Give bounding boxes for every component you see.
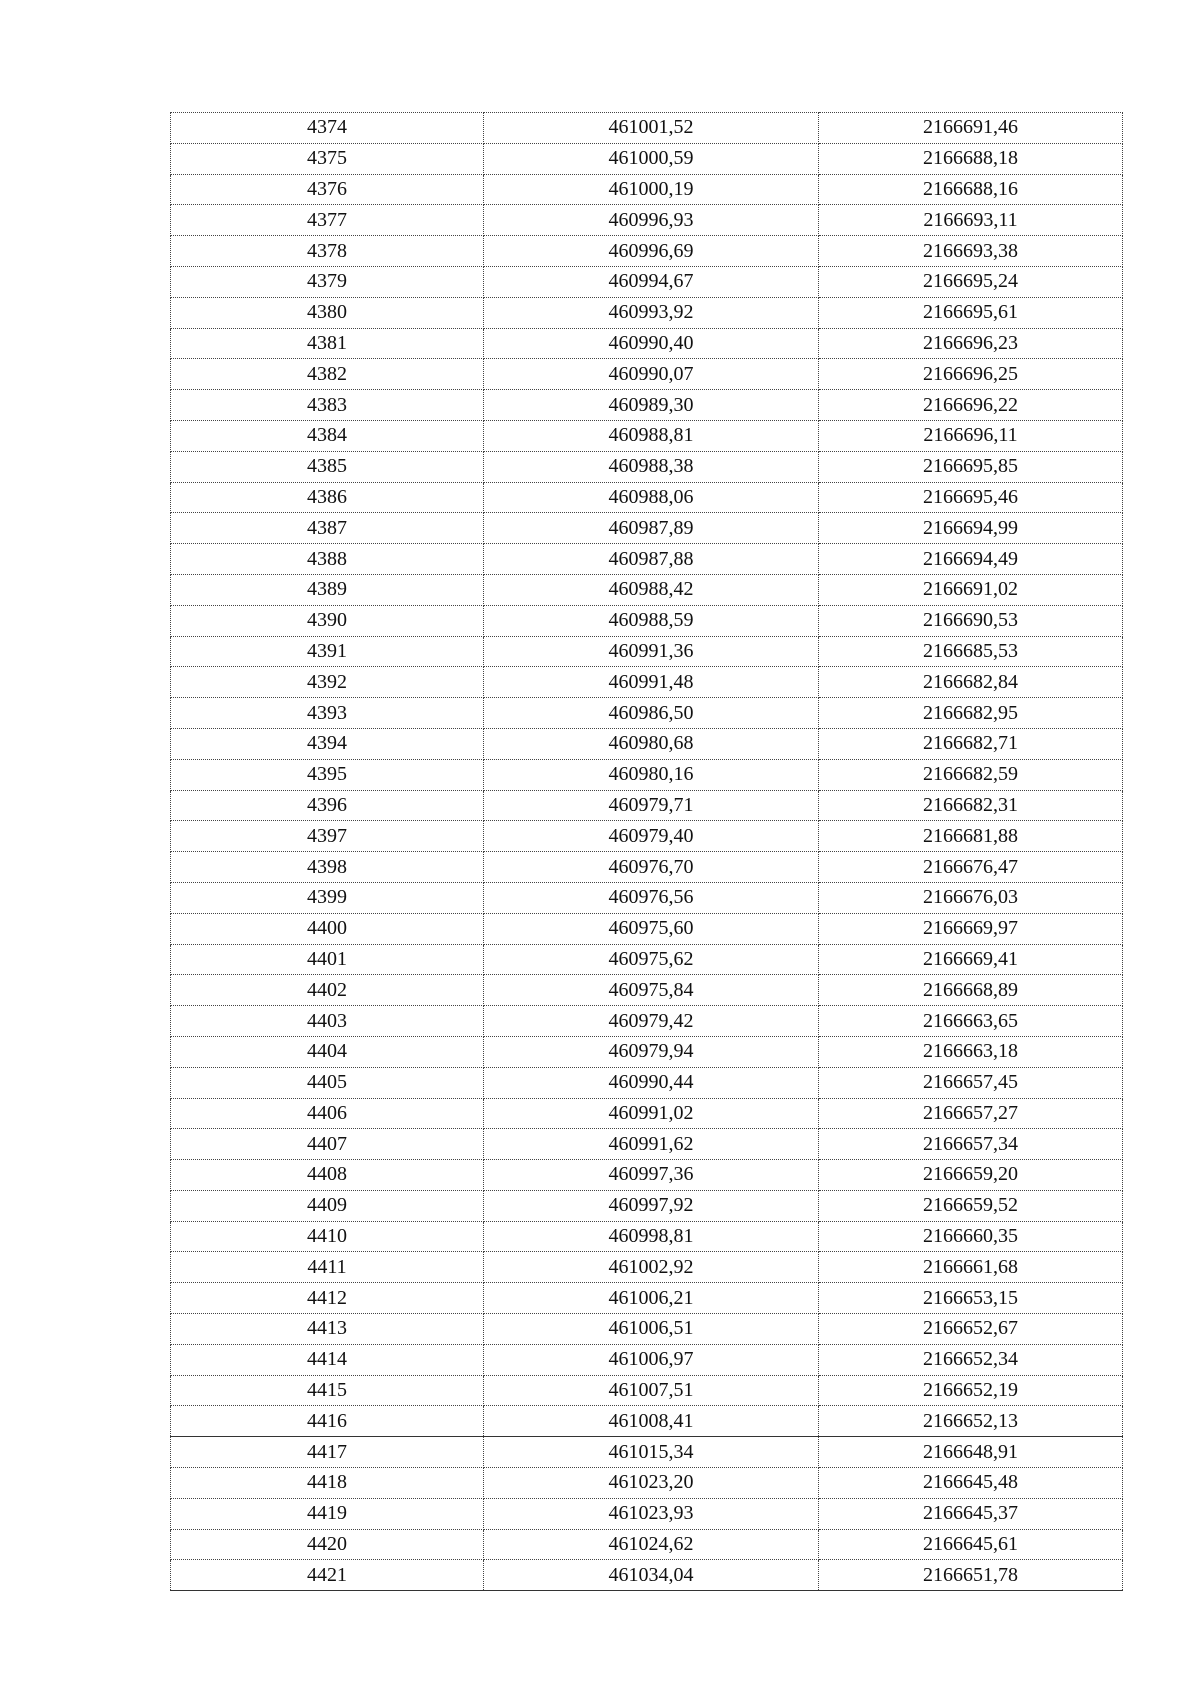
x-coordinate-cell: 460976,70 xyxy=(484,852,819,883)
x-coordinate-cell: 460994,67 xyxy=(484,266,819,297)
y-coordinate-cell: 2166693,38 xyxy=(819,236,1123,267)
point-number-cell: 4374 xyxy=(171,113,484,144)
point-number-cell: 4421 xyxy=(171,1560,484,1591)
y-coordinate-cell: 2166657,34 xyxy=(819,1129,1123,1160)
table-row xyxy=(171,174,1123,205)
y-coordinate-cell: 2166653,15 xyxy=(819,1283,1123,1314)
table-row xyxy=(171,1190,1123,1221)
y-coordinate-cell: 2166696,25 xyxy=(819,359,1123,390)
table-row xyxy=(171,1560,1123,1591)
y-coordinate-cell: 2166696,22 xyxy=(819,390,1123,421)
table-row xyxy=(171,482,1123,513)
y-coordinate-cell: 2166669,41 xyxy=(819,944,1123,975)
table-row xyxy=(171,143,1123,174)
x-coordinate-cell: 460996,93 xyxy=(484,205,819,236)
table-row xyxy=(171,698,1123,729)
point-number-cell: 4402 xyxy=(171,975,484,1006)
point-number-cell: 4391 xyxy=(171,636,484,667)
x-coordinate-cell: 460991,62 xyxy=(484,1129,819,1160)
point-number-cell: 4381 xyxy=(171,328,484,359)
y-coordinate-cell: 2166682,84 xyxy=(819,667,1123,698)
y-coordinate-cell: 2166688,18 xyxy=(819,143,1123,174)
point-number-cell: 4418 xyxy=(171,1468,484,1499)
table-row xyxy=(171,975,1123,1006)
point-number-cell: 4393 xyxy=(171,698,484,729)
x-coordinate-cell: 461023,93 xyxy=(484,1498,819,1529)
y-coordinate-cell: 2166685,53 xyxy=(819,636,1123,667)
point-number-cell: 4376 xyxy=(171,174,484,205)
point-number-cell: 4395 xyxy=(171,759,484,790)
table-row xyxy=(171,574,1123,605)
x-coordinate-cell: 460979,40 xyxy=(484,821,819,852)
x-coordinate-cell: 460991,48 xyxy=(484,667,819,698)
table-row xyxy=(171,513,1123,544)
x-coordinate-cell: 460975,62 xyxy=(484,944,819,975)
y-coordinate-cell: 2166651,78 xyxy=(819,1560,1123,1591)
table-row xyxy=(171,451,1123,482)
x-coordinate-cell: 460988,42 xyxy=(484,574,819,605)
x-coordinate-cell: 460991,36 xyxy=(484,636,819,667)
table-row xyxy=(171,1406,1123,1437)
point-number-cell: 4375 xyxy=(171,143,484,174)
y-coordinate-cell: 2166657,27 xyxy=(819,1098,1123,1129)
y-coordinate-cell: 2166645,37 xyxy=(819,1498,1123,1529)
table-row xyxy=(171,1160,1123,1191)
y-coordinate-cell: 2166659,52 xyxy=(819,1190,1123,1221)
y-coordinate-cell: 2166691,02 xyxy=(819,574,1123,605)
x-coordinate-cell: 460979,42 xyxy=(484,1006,819,1037)
table-row xyxy=(171,667,1123,698)
y-coordinate-cell: 2166676,03 xyxy=(819,882,1123,913)
x-coordinate-cell: 460997,36 xyxy=(484,1160,819,1191)
table-row xyxy=(171,1252,1123,1283)
table-row xyxy=(171,1036,1123,1067)
x-coordinate-cell: 460975,84 xyxy=(484,975,819,1006)
y-coordinate-cell: 2166652,34 xyxy=(819,1344,1123,1375)
table-row xyxy=(171,728,1123,759)
point-number-cell: 4407 xyxy=(171,1129,484,1160)
table-row xyxy=(171,236,1123,267)
point-number-cell: 4396 xyxy=(171,790,484,821)
x-coordinate-cell: 460987,89 xyxy=(484,513,819,544)
point-number-cell: 4419 xyxy=(171,1498,484,1529)
point-number-cell: 4399 xyxy=(171,882,484,913)
table-row xyxy=(171,636,1123,667)
y-coordinate-cell: 2166663,65 xyxy=(819,1006,1123,1037)
point-number-cell: 4386 xyxy=(171,482,484,513)
table-row xyxy=(171,205,1123,236)
x-coordinate-cell: 461001,52 xyxy=(484,113,819,144)
table-row xyxy=(171,1529,1123,1560)
y-coordinate-cell: 2166652,13 xyxy=(819,1406,1123,1437)
x-coordinate-cell: 460998,81 xyxy=(484,1221,819,1252)
y-coordinate-cell: 2166682,71 xyxy=(819,728,1123,759)
table-row xyxy=(171,328,1123,359)
y-coordinate-cell: 2166690,53 xyxy=(819,605,1123,636)
y-coordinate-cell: 2166682,31 xyxy=(819,790,1123,821)
point-number-cell: 4420 xyxy=(171,1529,484,1560)
point-number-cell: 4405 xyxy=(171,1067,484,1098)
x-coordinate-cell: 460979,94 xyxy=(484,1036,819,1067)
y-coordinate-cell: 2166694,99 xyxy=(819,513,1123,544)
x-coordinate-cell: 460997,92 xyxy=(484,1190,819,1221)
table-row xyxy=(171,1067,1123,1098)
x-coordinate-cell: 460989,30 xyxy=(484,390,819,421)
y-coordinate-cell: 2166693,11 xyxy=(819,205,1123,236)
y-coordinate-cell: 2166696,23 xyxy=(819,328,1123,359)
x-coordinate-cell: 460980,68 xyxy=(484,728,819,759)
coordinates-table-body xyxy=(171,113,1123,1591)
x-coordinate-cell: 461006,21 xyxy=(484,1283,819,1314)
table-row xyxy=(171,790,1123,821)
point-number-cell: 4398 xyxy=(171,852,484,883)
y-coordinate-cell: 2166694,49 xyxy=(819,544,1123,575)
x-coordinate-cell: 460988,38 xyxy=(484,451,819,482)
y-coordinate-cell: 2166645,48 xyxy=(819,1468,1123,1499)
y-coordinate-cell: 2166681,88 xyxy=(819,821,1123,852)
point-number-cell: 4380 xyxy=(171,297,484,328)
x-coordinate-cell: 460991,02 xyxy=(484,1098,819,1129)
point-number-cell: 4415 xyxy=(171,1375,484,1406)
x-coordinate-cell: 461006,51 xyxy=(484,1314,819,1345)
point-number-cell: 4394 xyxy=(171,728,484,759)
point-number-cell: 4404 xyxy=(171,1036,484,1067)
point-number-cell: 4378 xyxy=(171,236,484,267)
point-number-cell: 4410 xyxy=(171,1221,484,1252)
y-coordinate-cell: 2166691,46 xyxy=(819,113,1123,144)
y-coordinate-cell: 2166663,18 xyxy=(819,1036,1123,1067)
point-number-cell: 4414 xyxy=(171,1344,484,1375)
point-number-cell: 4379 xyxy=(171,266,484,297)
y-coordinate-cell: 2166682,59 xyxy=(819,759,1123,790)
table-row xyxy=(171,605,1123,636)
table-row xyxy=(171,297,1123,328)
table-row xyxy=(171,1314,1123,1345)
table-row xyxy=(171,1344,1123,1375)
point-number-cell: 4408 xyxy=(171,1160,484,1191)
y-coordinate-cell: 2166695,24 xyxy=(819,266,1123,297)
table-row xyxy=(171,1221,1123,1252)
x-coordinate-cell: 460979,71 xyxy=(484,790,819,821)
point-number-cell: 4384 xyxy=(171,420,484,451)
table-row xyxy=(171,359,1123,390)
point-number-cell: 4382 xyxy=(171,359,484,390)
table-row xyxy=(171,759,1123,790)
table-row xyxy=(171,852,1123,883)
point-number-cell: 4390 xyxy=(171,605,484,636)
point-number-cell: 4392 xyxy=(171,667,484,698)
x-coordinate-cell: 460996,69 xyxy=(484,236,819,267)
point-number-cell: 4377 xyxy=(171,205,484,236)
point-number-cell: 4385 xyxy=(171,451,484,482)
y-coordinate-cell: 2166657,45 xyxy=(819,1067,1123,1098)
x-coordinate-cell: 460990,44 xyxy=(484,1067,819,1098)
x-coordinate-cell: 460990,07 xyxy=(484,359,819,390)
x-coordinate-cell: 460987,88 xyxy=(484,544,819,575)
point-number-cell: 4412 xyxy=(171,1283,484,1314)
y-coordinate-cell: 2166676,47 xyxy=(819,852,1123,883)
y-coordinate-cell: 2166659,20 xyxy=(819,1160,1123,1191)
y-coordinate-cell: 2166682,95 xyxy=(819,698,1123,729)
point-number-cell: 4417 xyxy=(171,1437,484,1468)
table-row xyxy=(171,1129,1123,1160)
point-number-cell: 4409 xyxy=(171,1190,484,1221)
y-coordinate-cell: 2166652,67 xyxy=(819,1314,1123,1345)
x-coordinate-cell: 460988,06 xyxy=(484,482,819,513)
x-coordinate-cell: 461000,59 xyxy=(484,143,819,174)
y-coordinate-cell: 2166688,16 xyxy=(819,174,1123,205)
table-row xyxy=(171,420,1123,451)
table-row xyxy=(171,913,1123,944)
x-coordinate-cell: 460993,92 xyxy=(484,297,819,328)
table-row xyxy=(171,1468,1123,1499)
point-number-cell: 4389 xyxy=(171,574,484,605)
x-coordinate-cell: 460975,60 xyxy=(484,913,819,944)
table-row xyxy=(171,1437,1123,1468)
y-coordinate-cell: 2166696,11 xyxy=(819,420,1123,451)
point-number-cell: 4406 xyxy=(171,1098,484,1129)
point-number-cell: 4416 xyxy=(171,1406,484,1437)
point-number-cell: 4383 xyxy=(171,390,484,421)
x-coordinate-cell: 461024,62 xyxy=(484,1529,819,1560)
x-coordinate-cell: 460988,59 xyxy=(484,605,819,636)
x-coordinate-cell: 461000,19 xyxy=(484,174,819,205)
point-number-cell: 4401 xyxy=(171,944,484,975)
table-row xyxy=(171,821,1123,852)
x-coordinate-cell: 461034,04 xyxy=(484,1560,819,1591)
table-row xyxy=(171,882,1123,913)
y-coordinate-cell: 2166652,19 xyxy=(819,1375,1123,1406)
x-coordinate-cell: 460990,40 xyxy=(484,328,819,359)
y-coordinate-cell: 2166648,91 xyxy=(819,1437,1123,1468)
table-row xyxy=(171,390,1123,421)
x-coordinate-cell: 460980,16 xyxy=(484,759,819,790)
x-coordinate-cell: 461015,34 xyxy=(484,1437,819,1468)
y-coordinate-cell: 2166695,85 xyxy=(819,451,1123,482)
table-row xyxy=(171,1498,1123,1529)
x-coordinate-cell: 461002,92 xyxy=(484,1252,819,1283)
x-coordinate-cell: 461023,20 xyxy=(484,1468,819,1499)
point-number-cell: 4387 xyxy=(171,513,484,544)
point-number-cell: 4388 xyxy=(171,544,484,575)
x-coordinate-cell: 460988,81 xyxy=(484,420,819,451)
y-coordinate-cell: 2166668,89 xyxy=(819,975,1123,1006)
point-number-cell: 4400 xyxy=(171,913,484,944)
y-coordinate-cell: 2166695,61 xyxy=(819,297,1123,328)
table-row xyxy=(171,1098,1123,1129)
table-row xyxy=(171,544,1123,575)
table-row xyxy=(171,944,1123,975)
y-coordinate-cell: 2166669,97 xyxy=(819,913,1123,944)
table-row xyxy=(171,266,1123,297)
x-coordinate-cell: 461008,41 xyxy=(484,1406,819,1437)
table-row xyxy=(171,1375,1123,1406)
x-coordinate-cell: 460976,56 xyxy=(484,882,819,913)
x-coordinate-cell: 461006,97 xyxy=(484,1344,819,1375)
point-number-cell: 4411 xyxy=(171,1252,484,1283)
point-number-cell: 4403 xyxy=(171,1006,484,1037)
y-coordinate-cell: 2166661,68 xyxy=(819,1252,1123,1283)
table-row xyxy=(171,113,1123,144)
coordinates-table xyxy=(170,112,1123,1591)
y-coordinate-cell: 2166695,46 xyxy=(819,482,1123,513)
y-coordinate-cell: 2166660,35 xyxy=(819,1221,1123,1252)
x-coordinate-cell: 460986,50 xyxy=(484,698,819,729)
point-number-cell: 4397 xyxy=(171,821,484,852)
y-coordinate-cell: 2166645,61 xyxy=(819,1529,1123,1560)
point-number-cell: 4413 xyxy=(171,1314,484,1345)
table-row xyxy=(171,1283,1123,1314)
table-row xyxy=(171,1006,1123,1037)
x-coordinate-cell: 461007,51 xyxy=(484,1375,819,1406)
